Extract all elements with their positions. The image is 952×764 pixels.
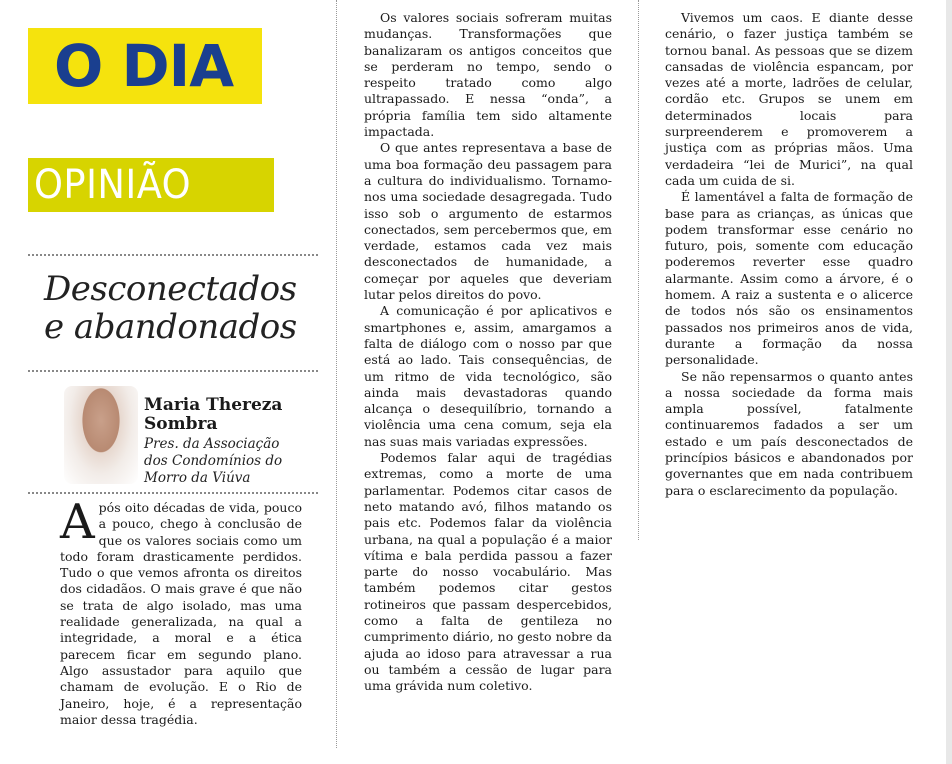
article-headline: Desconectados e abandonados (44, 269, 297, 347)
paragraph: É lamentável a falta de formação de base para as crianças, as únicas que podem transformar esse cenário no futuro, pois, somente com educação poderemos reverter esse quadro alarmante. Assim como a árvore, é o homem. A raiz a sustenta e o alicerce de todos nós são os ensinamentos passados nos primeiros anos de vida, durante a formação da nossa personalidade. (665, 189, 913, 368)
paragraph: Se não repensarmos o quanto antes a nossa sociedade da forma mais ampla possível, fatalmente continuaremos fadados a ser um estado e um país desconectados de princípios básicos e abandonados por governantes que em nada contribuem para o esclarecimento da população. (665, 368, 913, 498)
paragraph: Os valores sociais sofreram muitas mudanças. Transformações que banalizaram os antigos conceitos que se perderam no tempo, sendo o respeito tratado como algo ultrapassado. E nessa “onda”, a própria família tem sido altamente impactada. (364, 10, 612, 140)
author-name: Maria Thereza Sombra (144, 395, 283, 434)
article-column-3 (665, 10, 913, 499)
paragraph: A comunicação é por aplicativos e smartphones e, assim, amargamos a falta de diálogo com o nosso par que está ao lado. Tais consequências, de um ritmo de vida tecnológico, são ainda mais devastadoras quando alcança o desequilíbrio, tornando a violência uma cena comum, seja ela nas suas mais variadas expressões. (364, 303, 612, 449)
divider (28, 254, 318, 256)
section-title: OPINIÃO (34, 162, 192, 208)
paragraph: Vivemos um caos. E diante desse cenário, o fazer justiça também se tornou banal. As pessoas que se dizem cansadas de violência espancam, por vezes até a morte, ladrões de celular, cordão etc. Grupos se unem em determinados locais para surpreenderem e promoverem a justiça com as próprias mãos. Uma verdadeira “lei de Murici”, na qual cada um cuida de si. (665, 10, 913, 188)
drop-cap: A (60, 494, 95, 550)
divider (28, 370, 318, 372)
paragraph-text: pós oito décadas de vida, pouco a pouco, chego à conclusão de que os valores sociais como um todo foram drasticamente perdidos. Tudo o que vemos afronta os direitos dos cidadãos. O mais grave é que não se trata de algo isolado, mas uma realidade generalizada, na qual a integridade, a moral e a ética parecem ficar em segundo plano. Algo assustador para aquilo que chamam de evolução. E o Rio de Janeiro, hoje, é a representação maior dessa tragédia. (60, 500, 302, 727)
column-rule (638, 0, 639, 540)
section-banner (28, 158, 274, 212)
article-column-1 (60, 494, 302, 728)
logo-text: O DIA (54, 32, 234, 100)
paragraph (60, 494, 302, 728)
newspaper-logo (28, 28, 262, 104)
article-column-2 (364, 10, 612, 694)
column-rule (336, 0, 337, 748)
author-role: Pres. da Associação dos Condomínios do Morro da Viúva (144, 436, 283, 486)
paragraph: O que antes representava a base de uma boa formação deu passagem para a cultura do individualismo. Tornamo-nos uma sociedade desagregada. Tudo isso sob o argumento de estarmos conectados, sem percebermos que, em verdade, estamos cada vez mais desconectados de humanidade, a começar por aqueles que deveriam lutar pelos direitos do povo. (364, 140, 612, 303)
author-photo (64, 386, 138, 484)
paragraph: Podemos falar aqui de tragédias extremas, como a morte de uma parlamentar. Podemos citar casos de neto matando avó, filhos matando os pais etc. Podemos falar da violência urbana, na qual a população é a maior vítima e bala perdida passou a fazer parte do nosso vocabulário. Mas também podemos citar gestos rotineiros que passam despercebidos, como a falta de gentileza no cumprimento diário, no gesto nobre da ajuda ao idoso para atravessar a rua ou também a cessão de lugar para uma grávida num coletivo. (364, 450, 612, 694)
